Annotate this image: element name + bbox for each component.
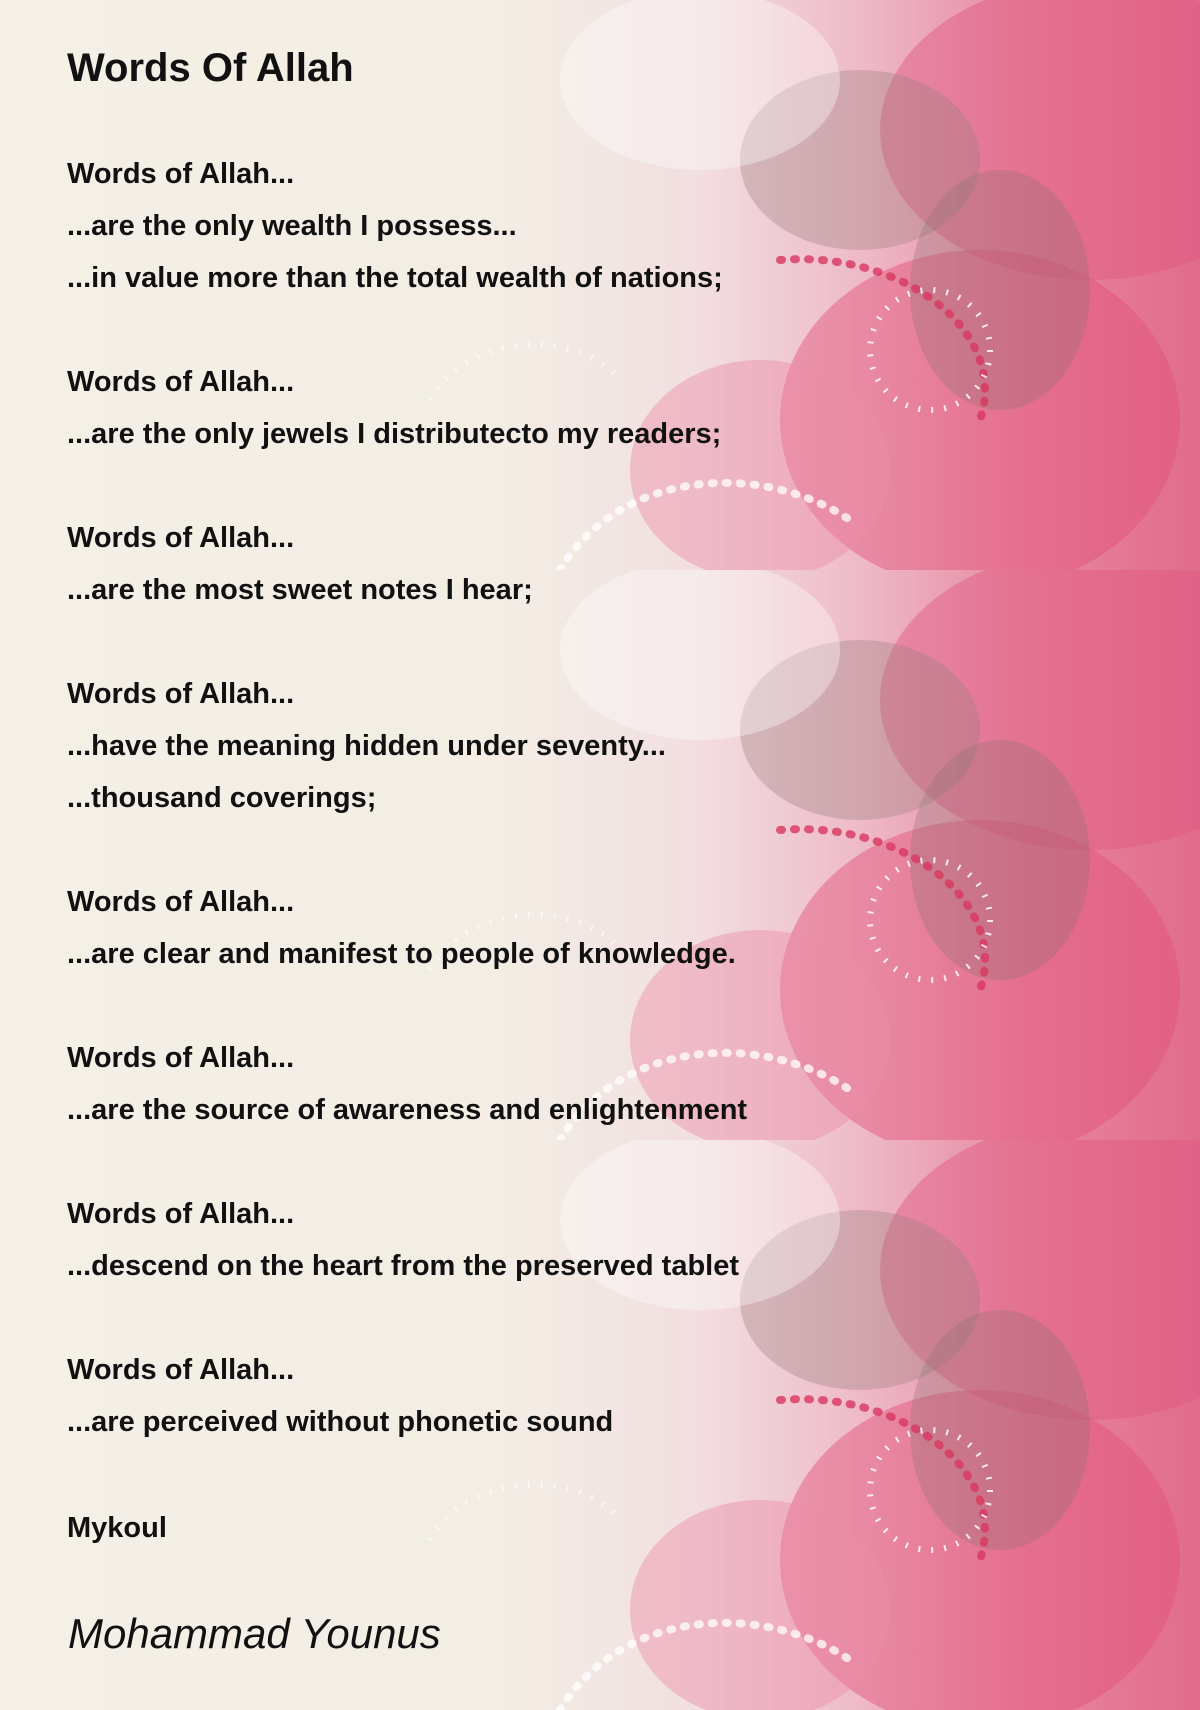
stanza-2 <box>67 356 721 460</box>
poem-line: ...thousand coverings; <box>67 782 377 814</box>
stanza-5 <box>67 876 736 980</box>
poem-line: Words of Allah... <box>67 522 295 554</box>
poem-line: ...descend on the heart from the preserved tablet <box>67 1250 739 1282</box>
poem-line: Words of Allah... <box>67 886 295 918</box>
poem-line: ...are the source of awareness and enlightenment <box>67 1094 748 1126</box>
poem-line: ...are the only jewels I distributecto my readers; <box>67 418 722 450</box>
poem-line: ...in value more than the total wealth of nations; <box>67 262 723 294</box>
poem-line: Words of Allah... <box>67 366 295 398</box>
poem-signoff: Mykoul <box>67 1512 167 1544</box>
poem-title: Words Of Allah <box>67 46 354 90</box>
poem-line: Words of Allah... <box>67 678 295 710</box>
poem-line: ...are clear and manifest to people of knowledge. <box>67 938 736 970</box>
stanza-7 <box>67 1188 739 1292</box>
stanza-1 <box>67 148 723 304</box>
stanza-8 <box>67 1344 613 1448</box>
poem-line: ...are perceived without phonetic sound <box>67 1406 614 1438</box>
stanza-4 <box>67 668 666 824</box>
poem-line: ...are the most sweet notes I hear; <box>67 574 533 606</box>
poem-line: ...are the only wealth I possess... <box>67 210 517 242</box>
poem-line: Words of Allah... <box>67 1042 295 1074</box>
poem-line: Words of Allah... <box>67 158 295 190</box>
stanza-3 <box>67 512 533 616</box>
poem-line: ...have the meaning hidden under seventy... <box>67 730 666 762</box>
stanza-6 <box>67 1032 747 1136</box>
poem-line: Words of Allah... <box>67 1198 295 1230</box>
poem-line: Words of Allah... <box>67 1354 295 1386</box>
author-name: Mohammad Younus <box>68 1610 441 1657</box>
